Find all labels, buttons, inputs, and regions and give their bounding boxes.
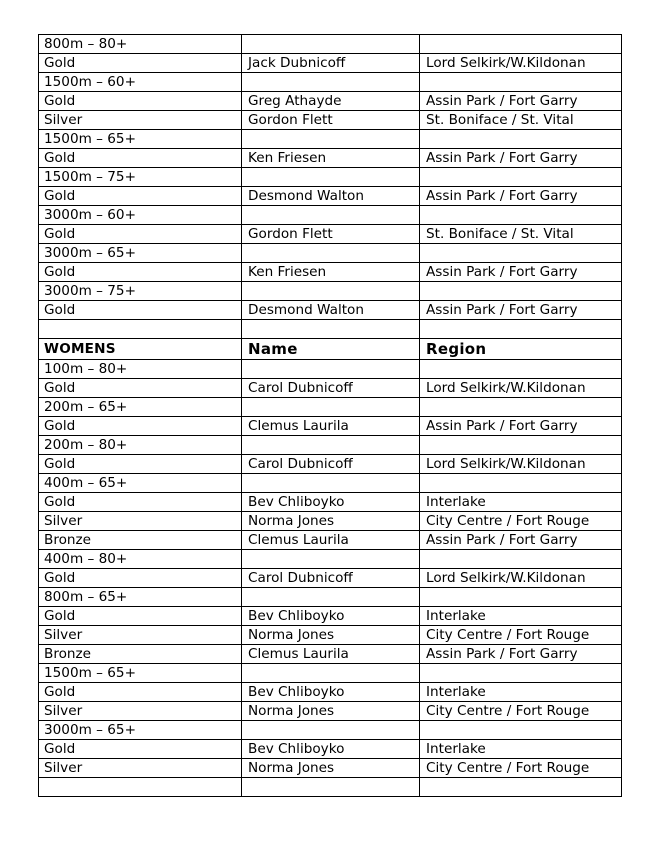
- name-cell: [242, 588, 420, 607]
- name-cell: Greg Athayde: [242, 92, 420, 111]
- name-cell: Jack Dubnicoff: [242, 54, 420, 73]
- table-row: [39, 569, 622, 588]
- name-cell: Bev Chliboyko: [242, 607, 420, 626]
- table-row: [39, 92, 622, 111]
- womens-header-row: [39, 339, 622, 360]
- region-cell: Assin Park / Fort Garry: [420, 531, 622, 550]
- region-cell: Assin Park / Fort Garry: [420, 645, 622, 664]
- region-cell: City Centre / Fort Rouge: [420, 512, 622, 531]
- name-cell: Ken Friesen: [242, 149, 420, 168]
- region-cell: Interlake: [420, 740, 622, 759]
- region-cell: [420, 360, 622, 379]
- event-cell: Silver: [39, 512, 242, 531]
- table-row: [39, 588, 622, 607]
- table-row: [39, 379, 622, 398]
- event-cell: [39, 778, 242, 797]
- table-row: [39, 664, 622, 683]
- region-cell: [420, 550, 622, 569]
- table-row: [39, 493, 622, 512]
- region-cell: [420, 436, 622, 455]
- name-cell: [242, 664, 420, 683]
- name-cell: [242, 778, 420, 797]
- name-cell: [242, 73, 420, 92]
- name-cell: [242, 130, 420, 149]
- event-cell: Gold: [39, 149, 242, 168]
- name-cell: Norma Jones: [242, 512, 420, 531]
- table-row: [39, 130, 622, 149]
- event-cell: Gold: [39, 740, 242, 759]
- name-cell: [242, 474, 420, 493]
- table-row: [39, 73, 622, 92]
- event-cell: Gold: [39, 569, 242, 588]
- table-row: [39, 550, 622, 569]
- table-row: [39, 149, 622, 168]
- event-cell: 1500m – 65+: [39, 130, 242, 149]
- event-cell: 3000m – 75+: [39, 282, 242, 301]
- table-row: [39, 111, 622, 130]
- name-cell: [242, 282, 420, 301]
- name-cell: [242, 398, 420, 417]
- region-cell: City Centre / Fort Rouge: [420, 759, 622, 778]
- table-row: [39, 683, 622, 702]
- name-cell: Norma Jones: [242, 759, 420, 778]
- name-cell: Gordon Flett: [242, 111, 420, 130]
- region-cell: [420, 778, 622, 797]
- table-row: [39, 531, 622, 550]
- region-cell: [420, 721, 622, 740]
- event-cell: 1500m – 75+: [39, 168, 242, 187]
- name-cell: Clemus Laurila: [242, 645, 420, 664]
- event-cell: Gold: [39, 263, 242, 282]
- region-cell: Assin Park / Fort Garry: [420, 301, 622, 320]
- region-cell: City Centre / Fort Rouge: [420, 702, 622, 721]
- event-cell: 800m – 80+: [39, 35, 242, 54]
- name-cell: [242, 320, 420, 339]
- table-row: [39, 417, 622, 436]
- name-cell: [242, 360, 420, 379]
- event-cell: Gold: [39, 683, 242, 702]
- name-cell: [242, 721, 420, 740]
- table-row: [39, 607, 622, 626]
- results-table-body: [39, 35, 622, 797]
- name-cell: Norma Jones: [242, 702, 420, 721]
- results-table: [38, 34, 622, 797]
- region-cell: [420, 320, 622, 339]
- region-cell: [420, 398, 622, 417]
- region-cell: Lord Selkirk/W.Kildonan: [420, 569, 622, 588]
- name-cell: Gordon Flett: [242, 225, 420, 244]
- region-cell: [420, 168, 622, 187]
- region-cell: St. Boniface / St. Vital: [420, 225, 622, 244]
- event-cell: Gold: [39, 607, 242, 626]
- region-cell: [420, 588, 622, 607]
- region-cell: Assin Park / Fort Garry: [420, 187, 622, 206]
- region-cell: [420, 130, 622, 149]
- table-row: [39, 721, 622, 740]
- region-cell: St. Boniface / St. Vital: [420, 111, 622, 130]
- region-cell: Interlake: [420, 493, 622, 512]
- event-cell: 200m – 80+: [39, 436, 242, 455]
- region-cell: Lord Selkirk/W.Kildonan: [420, 455, 622, 474]
- event-cell: Gold: [39, 301, 242, 320]
- event-cell: Bronze: [39, 645, 242, 664]
- region-cell: [420, 282, 622, 301]
- event-cell: Silver: [39, 702, 242, 721]
- name-cell: Norma Jones: [242, 626, 420, 645]
- region-cell: City Centre / Fort Rouge: [420, 626, 622, 645]
- table-row: [39, 474, 622, 493]
- event-cell: Silver: [39, 626, 242, 645]
- table-row: [39, 740, 622, 759]
- region-cell: Assin Park / Fort Garry: [420, 417, 622, 436]
- event-cell: [39, 320, 242, 339]
- region-cell: Interlake: [420, 607, 622, 626]
- name-cell: Carol Dubnicoff: [242, 379, 420, 398]
- name-cell: Clemus Laurila: [242, 417, 420, 436]
- table-row: [39, 512, 622, 531]
- table-row: [39, 626, 622, 645]
- event-cell: Silver: [39, 759, 242, 778]
- event-cell: Gold: [39, 417, 242, 436]
- name-cell: Bev Chliboyko: [242, 493, 420, 512]
- column-header-name: Name: [242, 339, 420, 360]
- table-row: [39, 455, 622, 474]
- event-cell: 200m – 65+: [39, 398, 242, 417]
- region-cell: Assin Park / Fort Garry: [420, 149, 622, 168]
- region-cell: Interlake: [420, 683, 622, 702]
- event-cell: Gold: [39, 92, 242, 111]
- event-cell: 400m – 65+: [39, 474, 242, 493]
- region-cell: [420, 206, 622, 225]
- table-row: [39, 398, 622, 417]
- column-header-region: Region: [420, 339, 622, 360]
- event-cell: Bronze: [39, 531, 242, 550]
- event-cell: Gold: [39, 54, 242, 73]
- event-cell: Gold: [39, 187, 242, 206]
- table-row: [39, 168, 622, 187]
- event-cell: 800m – 65+: [39, 588, 242, 607]
- table-row: [39, 759, 622, 778]
- region-cell: [420, 664, 622, 683]
- table-row-blank: [39, 778, 622, 797]
- event-cell: Silver: [39, 111, 242, 130]
- table-row: [39, 206, 622, 225]
- table-row: [39, 702, 622, 721]
- name-cell: [242, 35, 420, 54]
- event-cell: 400m – 80+: [39, 550, 242, 569]
- name-cell: Desmond Walton: [242, 301, 420, 320]
- name-cell: Desmond Walton: [242, 187, 420, 206]
- event-cell: 1500m – 60+: [39, 73, 242, 92]
- name-cell: Carol Dubnicoff: [242, 455, 420, 474]
- name-cell: Carol Dubnicoff: [242, 569, 420, 588]
- event-cell: Gold: [39, 379, 242, 398]
- table-row: [39, 35, 622, 54]
- table-row: [39, 263, 622, 282]
- table-row: [39, 282, 622, 301]
- table-row: [39, 225, 622, 244]
- event-cell: 3000m – 65+: [39, 244, 242, 263]
- region-cell: Lord Selkirk/W.Kildonan: [420, 54, 622, 73]
- table-row-blank: [39, 320, 622, 339]
- region-cell: [420, 35, 622, 54]
- event-cell: 3000m – 65+: [39, 721, 242, 740]
- region-cell: Assin Park / Fort Garry: [420, 263, 622, 282]
- name-cell: Ken Friesen: [242, 263, 420, 282]
- event-cell: 3000m – 60+: [39, 206, 242, 225]
- region-cell: [420, 474, 622, 493]
- table-row: [39, 244, 622, 263]
- name-cell: [242, 436, 420, 455]
- name-cell: [242, 244, 420, 263]
- section-heading: WOMENS: [39, 339, 242, 360]
- name-cell: [242, 206, 420, 225]
- table-row: [39, 301, 622, 320]
- region-cell: [420, 73, 622, 92]
- event-cell: Gold: [39, 455, 242, 474]
- table-row: [39, 360, 622, 379]
- event-cell: 100m – 80+: [39, 360, 242, 379]
- region-cell: [420, 244, 622, 263]
- name-cell: Bev Chliboyko: [242, 740, 420, 759]
- region-cell: Lord Selkirk/W.Kildonan: [420, 379, 622, 398]
- event-cell: Gold: [39, 493, 242, 512]
- table-row: [39, 187, 622, 206]
- table-row: [39, 436, 622, 455]
- name-cell: Bev Chliboyko: [242, 683, 420, 702]
- event-cell: 1500m – 65+: [39, 664, 242, 683]
- table-row: [39, 54, 622, 73]
- name-cell: [242, 550, 420, 569]
- name-cell: [242, 168, 420, 187]
- table-row: [39, 645, 622, 664]
- region-cell: Assin Park / Fort Garry: [420, 92, 622, 111]
- name-cell: Clemus Laurila: [242, 531, 420, 550]
- event-cell: Gold: [39, 225, 242, 244]
